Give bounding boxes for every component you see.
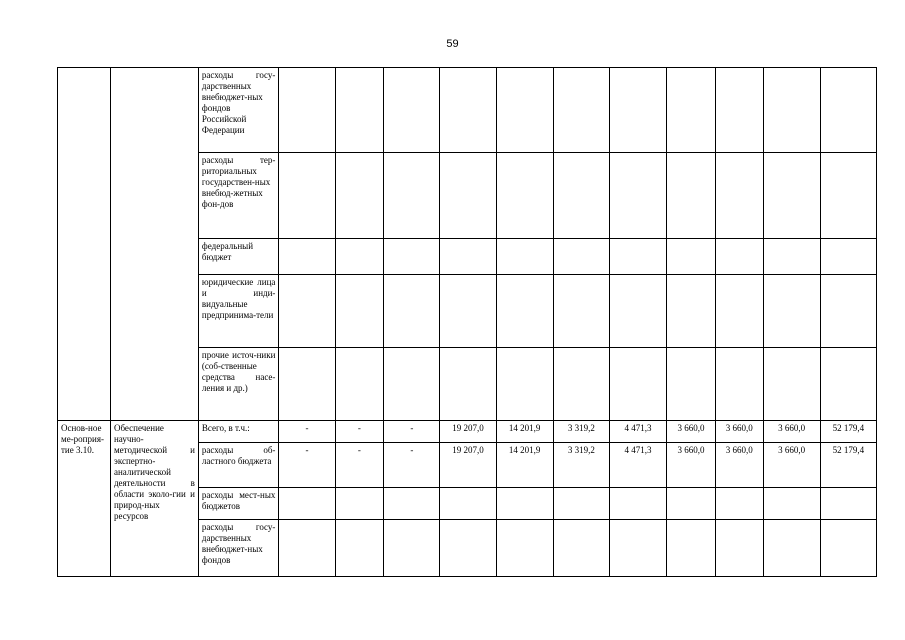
value-cell: [335, 488, 384, 520]
value-cell: [335, 520, 384, 577]
value-cell: [609, 348, 666, 421]
value-cell: [763, 239, 820, 275]
value-cell: [384, 68, 440, 153]
table-row: [58, 68, 877, 153]
value-cell: [715, 239, 763, 275]
value-cell: [440, 239, 496, 275]
value-cell: [667, 239, 716, 275]
value-cell: [763, 348, 820, 421]
value-cell: [384, 520, 440, 577]
value-cell: [496, 348, 553, 421]
value-cell: 14 201,9: [496, 443, 553, 488]
value-cell: [553, 68, 609, 153]
value-cell: [440, 520, 496, 577]
value-cell: [553, 239, 609, 275]
value-cell: [609, 153, 666, 239]
value-cell: [553, 488, 609, 520]
value-cell: 3 660,0: [667, 443, 716, 488]
value-cell: [335, 275, 384, 348]
value-cell: 3 660,0: [763, 443, 820, 488]
value-cell: [763, 520, 820, 577]
value-cell: -: [279, 443, 335, 488]
value-cell: [335, 348, 384, 421]
value-cell: [820, 275, 876, 348]
event-code-cell: Основ-ное ме-роприя-тие 3.10.: [58, 421, 111, 577]
value-cell: [820, 520, 876, 577]
value-cell: 4 471,3: [609, 443, 666, 488]
value-cell: 3 319,2: [553, 443, 609, 488]
funding-source-cell: расходы мест-ных бюджетов: [198, 488, 279, 520]
value-cell: [279, 68, 335, 153]
value-cell: -: [384, 443, 440, 488]
value-cell: 14 201,9: [496, 421, 553, 443]
value-cell: [496, 153, 553, 239]
event-code-cell: [58, 68, 111, 421]
value-cell: [609, 488, 666, 520]
value-cell: [440, 348, 496, 421]
funding-source-cell: расходы госу-дарственных внебюджет-ных фондов: [198, 520, 279, 577]
value-cell: [667, 488, 716, 520]
value-cell: [279, 488, 335, 520]
funding-source-cell: федеральный бюджет: [198, 239, 279, 275]
value-cell: [820, 348, 876, 421]
value-cell: [279, 348, 335, 421]
value-cell: [496, 275, 553, 348]
value-cell: [715, 153, 763, 239]
value-cell: 3 660,0: [667, 421, 716, 443]
funding-source-cell: расходы госу-дарственных внебюджет-ных фондов Российской Федерации: [198, 68, 279, 153]
value-cell: [667, 348, 716, 421]
value-cell: [609, 68, 666, 153]
value-cell: [496, 68, 553, 153]
funding-source-cell: юридические лица и инди-видуальные предпринима-тели: [198, 275, 279, 348]
value-cell: -: [279, 421, 335, 443]
funding-source-cell: расходы тер-риториальных государствен-ных внебюд-жетных фон-дов: [198, 153, 279, 239]
value-cell: [279, 153, 335, 239]
value-cell: [820, 488, 876, 520]
budget-table: [57, 67, 877, 577]
value-cell: [763, 275, 820, 348]
value-cell: -: [384, 421, 440, 443]
value-cell: [715, 68, 763, 153]
value-cell: 3 660,0: [715, 443, 763, 488]
value-cell: [715, 488, 763, 520]
value-cell: [279, 239, 335, 275]
value-cell: [609, 239, 666, 275]
value-cell: 52 179,4: [820, 443, 876, 488]
value-cell: [763, 153, 820, 239]
value-cell: [553, 348, 609, 421]
value-cell: [496, 520, 553, 577]
value-cell: [667, 275, 716, 348]
table-row: [58, 421, 877, 443]
funding-source-cell: Всего, в т.ч.:: [198, 421, 279, 443]
value-cell: [763, 488, 820, 520]
value-cell: [384, 348, 440, 421]
value-cell: -: [335, 421, 384, 443]
funding-source-cell: расходы об-ластного бюджета: [198, 443, 279, 488]
value-cell: [335, 239, 384, 275]
value-cell: [715, 275, 763, 348]
value-cell: [384, 153, 440, 239]
value-cell: 4 471,3: [609, 421, 666, 443]
value-cell: [820, 68, 876, 153]
value-cell: 3 660,0: [715, 421, 763, 443]
value-cell: [440, 68, 496, 153]
value-cell: 3 660,0: [763, 421, 820, 443]
value-cell: 3 319,2: [553, 421, 609, 443]
value-cell: [384, 488, 440, 520]
value-cell: [820, 153, 876, 239]
value-cell: [609, 275, 666, 348]
value-cell: [763, 68, 820, 153]
value-cell: [820, 239, 876, 275]
value-cell: [715, 348, 763, 421]
value-cell: [667, 68, 716, 153]
value-cell: [279, 275, 335, 348]
budget-table-body: [58, 68, 877, 577]
value-cell: [440, 153, 496, 239]
value-cell: [715, 520, 763, 577]
value-cell: [667, 153, 716, 239]
value-cell: [279, 520, 335, 577]
value-cell: [553, 520, 609, 577]
value-cell: [440, 488, 496, 520]
event-name-cell: Обеспечение научно-методической и экспертно-аналитической деятельности в области эколо-гии и природ-ных ресурсов: [110, 421, 198, 577]
value-cell: [384, 275, 440, 348]
value-cell: [384, 239, 440, 275]
value-cell: [335, 68, 384, 153]
value-cell: 19 207,0: [440, 443, 496, 488]
funding-source-cell: прочие источ-ники (соб-ственные средства насе-ления и др.): [198, 348, 279, 421]
value-cell: -: [335, 443, 384, 488]
value-cell: [335, 153, 384, 239]
event-name-cell: [110, 68, 198, 421]
page-number: 59: [446, 38, 459, 50]
value-cell: [609, 520, 666, 577]
value-cell: [440, 275, 496, 348]
value-cell: [496, 488, 553, 520]
value-cell: [553, 275, 609, 348]
value-cell: 52 179,4: [820, 421, 876, 443]
value-cell: 19 207,0: [440, 421, 496, 443]
value-cell: [553, 153, 609, 239]
value-cell: [667, 520, 716, 577]
value-cell: [496, 239, 553, 275]
